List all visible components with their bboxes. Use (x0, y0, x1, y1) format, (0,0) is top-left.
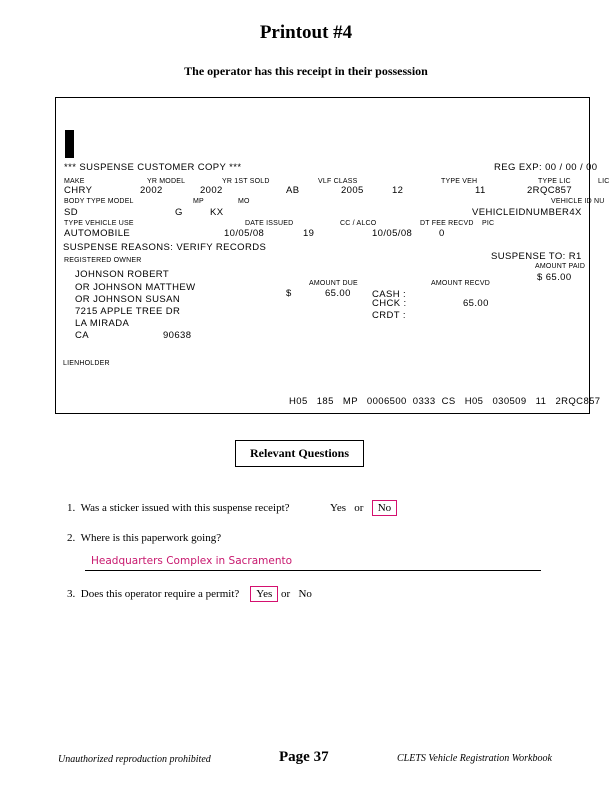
label-type-veh: TYPE VEH (441, 178, 478, 185)
amount-due: 65.00 (325, 288, 351, 299)
label-make: MAKE (64, 178, 85, 185)
value-alco-date: 10/05/08 (372, 228, 413, 239)
value-make: CHRY (64, 185, 93, 196)
owner-line: JOHNSON ROBERT (75, 269, 170, 280)
label-body-type: BODY TYPE MODEL (64, 198, 134, 205)
question-text: Where is this paperwork going? (80, 532, 222, 544)
value-yr-model: 2002 (140, 185, 163, 196)
page-title: Printout #4 (259, 22, 353, 43)
value-12: 12 (392, 185, 404, 196)
amount-paid-label: AMOUNT PAID (535, 263, 586, 270)
label-vlf-class: VLF CLASS (318, 178, 358, 185)
question-3 (67, 588, 312, 600)
label-yr-1st-sold: YR 1ST SOLD (222, 178, 270, 185)
amount-recvd-label: AMOUNT RECVD (431, 280, 491, 287)
value-license: 2RQC857 (527, 185, 573, 196)
value-type-veh: 11 (475, 185, 486, 196)
receipt-header: *** SUSPENSE CUSTOMER COPY *** (64, 162, 242, 173)
suspense-reasons: SUSPENSE REASONS: VERIFY RECORDS (63, 242, 267, 253)
option-or: or (354, 502, 364, 514)
question-1 (67, 502, 290, 514)
value-vehicle-use: AUTOMOBILE (64, 228, 131, 239)
value-date-issued: 10/05/08 (224, 228, 265, 239)
amount-paid: $ 65.00 (537, 272, 572, 283)
value-yr-1st-sold: 2002 (200, 185, 223, 196)
owner-line: CA (75, 330, 89, 341)
amount-due-dollar: $ (286, 288, 292, 299)
credit-label: CRDT : (372, 310, 406, 321)
question-text: Was a sticker issued with this suspense receipt? (80, 502, 290, 514)
option-no-selected: No (372, 500, 397, 516)
value-vehicle-id: VEHICLEIDNUMBER4X (472, 207, 582, 218)
option-or: or (281, 588, 291, 600)
label-mo: MO (238, 198, 250, 205)
relevant-questions-heading: Relevant Questions (235, 440, 364, 467)
cash-label: CASH : (372, 289, 407, 300)
check-label: CHCK : (372, 298, 407, 309)
option-yes: Yes (330, 502, 347, 514)
amount-due-label: AMOUNT DUE (309, 280, 358, 287)
question-number: 3. (67, 588, 76, 600)
label-vehicle-use: TYPE VEHICLE USE (64, 220, 134, 227)
footer-right: CLETS Vehicle Registration Workbook (397, 753, 552, 764)
footer-left: Unauthorized reproduction prohibited (58, 754, 211, 765)
black-bar-mark (65, 130, 74, 158)
answer-underline (85, 570, 541, 571)
label-type-lic: TYPE LIC (538, 178, 571, 185)
receipt-footer-codes: H05 185 MP 0006500 0333 CS H05 030509 11 2RQC857 (289, 396, 601, 407)
check-amount: 65.00 (463, 298, 489, 309)
owner-line: OR JOHNSON SUSAN (75, 294, 181, 305)
owner-line: LA MIRADA (75, 318, 130, 329)
label-dt-fee: DT FEE RECVD (420, 220, 474, 227)
page-subtitle: The operator has this receipt in their possession (184, 64, 428, 78)
question-text: Does this operator require a permit? (80, 588, 240, 600)
value-year: 2005 (341, 185, 364, 196)
reg-exp: REG EXP: 00 / 00 / 00 (494, 162, 598, 173)
owner-line: 7215 APPLE TREE DR (75, 306, 181, 317)
lienholder-label: LIENHOLDER (63, 360, 110, 367)
registered-owner-label: REGISTERED OWNER (64, 257, 142, 264)
label-date-issued: DATE ISSUED (245, 220, 294, 227)
label-pic: PIC (482, 220, 495, 227)
suspense-to: SUSPENSE TO: R1 (491, 251, 582, 262)
option-no: No (298, 588, 312, 600)
value-dt-fee: 0 (439, 228, 445, 239)
option-yes-selected: Yes (250, 586, 278, 602)
value-mo: KX (210, 207, 224, 218)
value-mp: G (175, 207, 183, 218)
question-number: 1. (67, 502, 76, 514)
page-number: Page 37 (279, 749, 329, 765)
question-number: 2. (67, 532, 76, 544)
value-vlf-class: AB (286, 185, 300, 196)
question-2-answer: Headquarters Complex in Sacramento (91, 555, 293, 567)
label-cc-alco: CC / ALCO (340, 220, 377, 227)
question-2 (67, 532, 221, 544)
value-cc: 19 (303, 228, 315, 239)
value-body-type: SD (64, 207, 78, 218)
owner-line: OR JOHNSON MATTHEW (75, 282, 196, 293)
label-yr-model: YR MODEL (147, 178, 186, 185)
label-lic: LIC (598, 178, 610, 185)
label-mp: MP (193, 198, 204, 205)
owner-zip: 90638 (163, 330, 192, 341)
question-1-answers (330, 502, 397, 514)
label-vehicle-id: VEHICLE ID NU (551, 198, 605, 205)
